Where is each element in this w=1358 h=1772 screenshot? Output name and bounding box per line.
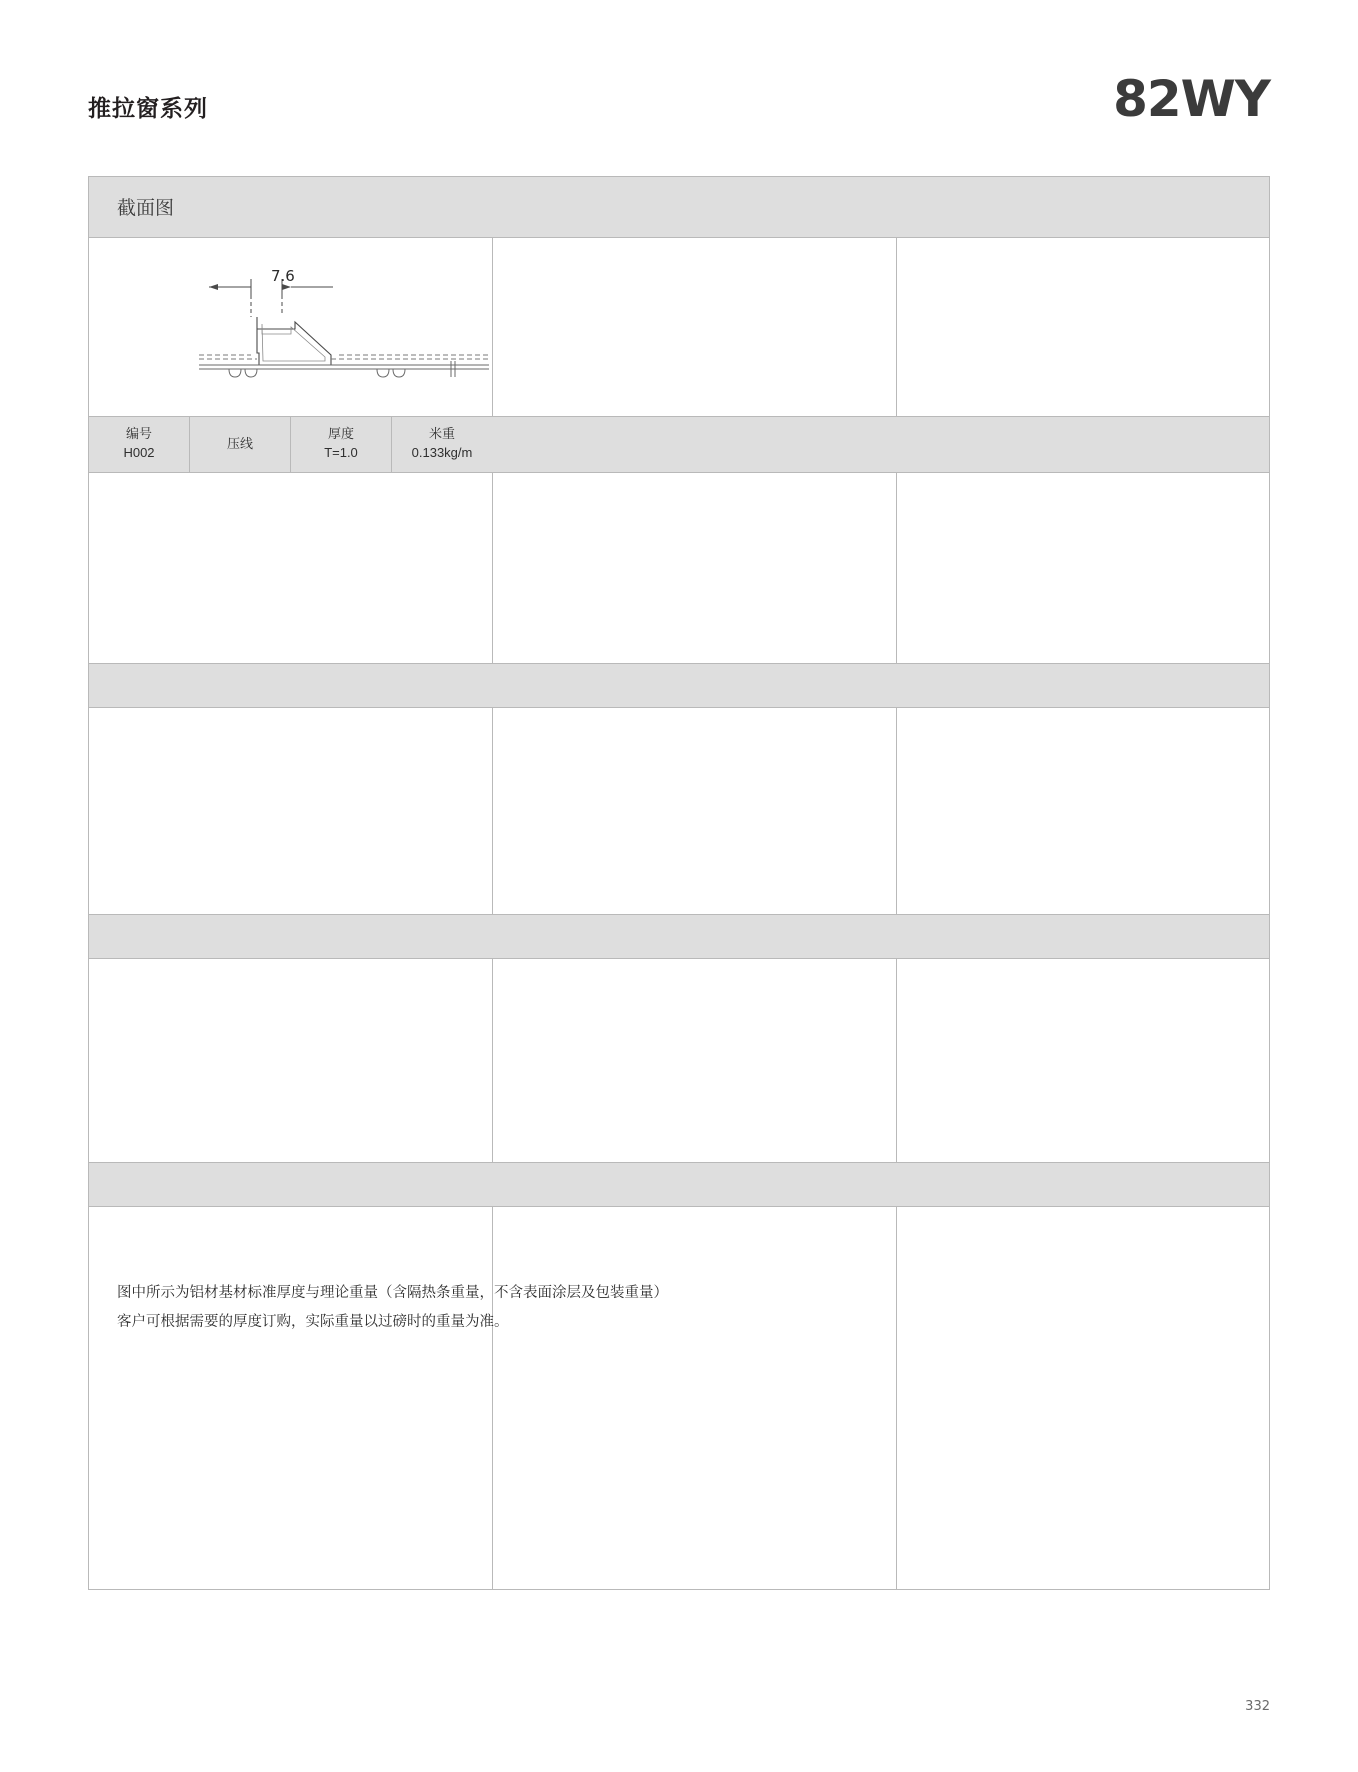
row-divider-spec-bottom xyxy=(89,472,1269,473)
row-divider-4-bottom xyxy=(89,1206,1269,1207)
row-divider-3-bottom xyxy=(89,958,1269,959)
model-code: 82WY xyxy=(1113,70,1270,128)
spec-band-row-4 xyxy=(89,1162,1269,1206)
table-header-band xyxy=(89,177,1269,237)
dimension-label: 7.6 xyxy=(271,267,295,285)
column-divider-2 xyxy=(896,177,897,1589)
footnote-line-1: 图中所示为铝材基材标准厚度与理论重量（含隔热条重量，不含表面涂层及包装重量） xyxy=(117,1285,668,1301)
column-divider-1 xyxy=(492,177,493,1589)
profile-cross-section-drawing xyxy=(199,255,489,405)
row-divider-2-top xyxy=(89,663,1269,664)
spec-cell-weight xyxy=(392,416,492,472)
row-divider-3-top xyxy=(89,914,1269,915)
spec-thickness-value: T=1.0 xyxy=(324,445,358,460)
footnote-line-2: 客户可根据需要的厚度订购，实际重量以过磅时的重量为准。 xyxy=(117,1314,509,1330)
row-divider-2-bottom xyxy=(89,707,1269,708)
profile-table xyxy=(88,176,1270,1590)
spec-cell-thickness xyxy=(291,416,392,472)
series-title: 推拉窗系列 xyxy=(88,95,208,121)
spec-band-row-3 xyxy=(89,914,1269,958)
spec-code-value: H002 xyxy=(123,445,155,460)
row-divider-header xyxy=(89,237,1269,238)
section-header-label: 截面图 xyxy=(117,198,175,219)
page-number: 332 xyxy=(1245,1699,1270,1714)
spec-thickness-label: 厚度 xyxy=(327,426,354,442)
spec-table xyxy=(89,416,492,472)
spec-weight-value: 0.133kg/m xyxy=(411,445,473,460)
spec-weight-label: 米重 xyxy=(428,426,455,442)
spec-code-label: 编号 xyxy=(125,426,152,442)
spec-name-label: 压线 xyxy=(226,435,253,451)
spec-band-row-2 xyxy=(89,663,1269,707)
spec-cell-code xyxy=(89,416,190,472)
row-divider-4-top xyxy=(89,1162,1269,1163)
page-header xyxy=(88,70,1270,140)
spec-cell-name xyxy=(190,416,291,472)
footnote xyxy=(117,1279,1217,1337)
